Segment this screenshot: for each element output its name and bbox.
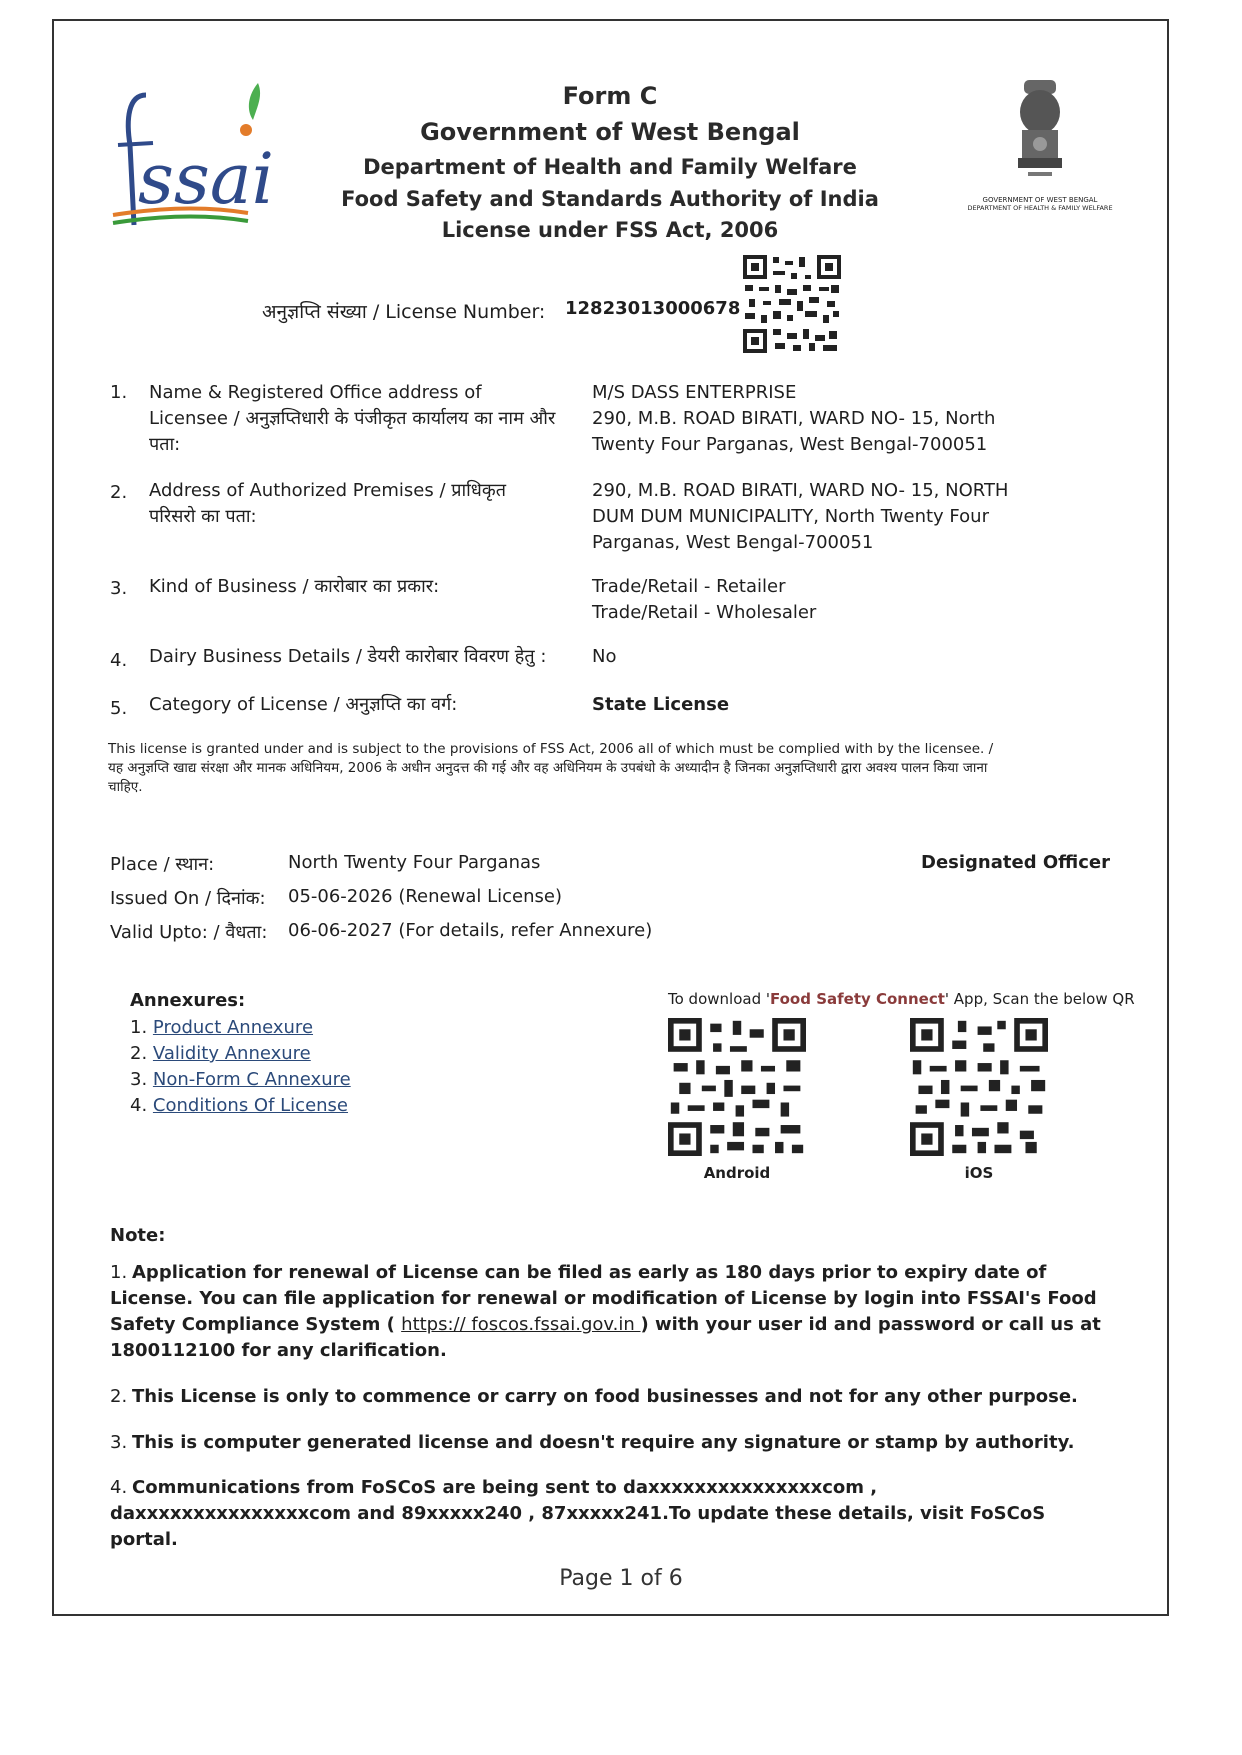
note-text: This License is only to commence or carry on food businesses and not for any other purpose.	[132, 1386, 1078, 1407]
field-number: 2.	[110, 482, 128, 503]
page-number: Page 1 of 6	[559, 1566, 683, 1591]
field-value-business: Trade/Retail - Retailer Trade/Retail - Wholesaler	[592, 576, 817, 623]
foscos-link[interactable]: https:// foscos.fssai.gov.in	[401, 1314, 641, 1335]
product-annexure-link[interactable]: Product Annexure	[152, 1017, 314, 1038]
fssai-logo	[108, 75, 278, 240]
note-text: Application for renewal of License can be filed as early as 180 days prior to expiry date of License. You can file application for renewal or modification of License by login into FSSAI's Food Safety Compliance System (	[110, 1262, 1097, 1335]
authority-title: Food Safety and Standards Authority of India	[341, 187, 879, 211]
government-title: Government of West Bengal	[420, 118, 800, 146]
place-label: Place / स्थान:	[110, 854, 215, 875]
download-suffix: ' App, Scan the below QR	[944, 990, 1135, 1008]
license-number-label: अनुज्ञप्ति संख्या / License Number:	[262, 301, 546, 323]
field-label-category: Category of License / अनुज्ञप्ति का वर्ग:	[149, 694, 458, 715]
annexure-item	[130, 1095, 348, 1116]
valid-label: Valid Upto: / वैधता:	[110, 922, 268, 943]
field-label-name: Name & Registered Office address of Licensee / अनुज्ञप्तिधारी के पंजीकृत कार्यालय का नाम और पता:	[149, 382, 556, 455]
note-item	[110, 1475, 1112, 1553]
non-form-c-annexure-link[interactable]: Non-Form C Annexure	[152, 1069, 351, 1090]
note-title: Note:	[110, 1225, 166, 1246]
field-value-dairy: No	[592, 646, 617, 667]
annexure-item	[130, 1043, 311, 1064]
field-label-premises: Address of Authorized Premises / प्राधिकृत परिसरो का पता:	[149, 480, 506, 527]
state-emblem	[940, 72, 1140, 242]
emblem-icon	[940, 72, 1140, 192]
ios-qr-code[interactable]	[910, 1018, 1048, 1156]
place-value: North Twenty Four Parganas	[288, 852, 541, 873]
annexure-num: 3.	[130, 1069, 148, 1090]
issued-label: Issued On / दिनांक:	[110, 888, 266, 909]
android-qr-code[interactable]	[668, 1018, 806, 1156]
designated-officer: Designated Officer	[921, 852, 1110, 873]
form-title: Form C	[562, 82, 658, 110]
note-item	[110, 1430, 1112, 1456]
note-num: 4.	[110, 1477, 128, 1498]
field-number: 1.	[110, 382, 128, 403]
field-number: 3.	[110, 578, 128, 599]
document-border	[52, 19, 1169, 1616]
valid-value: 06-06-2027 (For details, refer Annexure)	[288, 920, 653, 941]
field-label-business: Kind of Business / कारोबार का प्रकार:	[149, 576, 440, 597]
annexure-num: 4.	[130, 1095, 148, 1116]
note-text: ) with your user id and password or call us at 1800112100 for any clarification.	[110, 1314, 1101, 1361]
license-number: 12823013000678	[565, 298, 741, 319]
field-value-premises: 290, M.B. ROAD BIRATI, WARD NO- 15, NORTH DUM DUM MUNICIPALITY, North Twenty Four Parganas, West Bengal-700051	[592, 480, 1009, 553]
field-value-name: M/S DASS ENTERPRISE 290, M.B. ROAD BIRATI, WARD NO- 15, North Twenty Four Parganas, West Bengal-700051	[592, 382, 996, 455]
note-num: 2.	[110, 1386, 128, 1407]
svg-text:ssai: ssai	[138, 138, 274, 220]
annexure-item	[130, 1069, 351, 1090]
validity-annexure-link[interactable]: Validity Annexure	[152, 1043, 311, 1064]
annexure-item	[130, 1017, 313, 1038]
note-text: This is computer generated license and doesn't require any signature or stamp by authority.	[132, 1432, 1075, 1453]
note-item	[110, 1260, 1112, 1364]
department-title: Department of Health and Family Welfare	[363, 155, 857, 179]
issued-value: 05-06-2026 (Renewal License)	[288, 886, 562, 907]
download-prefix: To download '	[668, 990, 770, 1008]
annexure-num: 1.	[130, 1017, 148, 1038]
emblem-line1: GOVERNMENT OF WEST BENGAL	[982, 196, 1098, 204]
app-name: Food Safety Connect	[769, 990, 945, 1008]
annexure-num: 2.	[130, 1043, 148, 1064]
app-download-text	[668, 990, 1135, 1008]
field-label-dairy: Dairy Business Details / डेयरी कारोबार विवरण हेतु :	[149, 646, 547, 667]
annexures-title: Annexures:	[130, 990, 246, 1011]
field-number: 4.	[110, 650, 128, 671]
license-qr-code	[743, 255, 841, 353]
emblem-line2: DEPARTMENT OF HEALTH & FAMILY WELFARE	[967, 204, 1113, 212]
note-text: Communications from FoSCoS are being sent to daxxxxxxxxxxxxxxxcom , daxxxxxxxxxxxxxxxcom and 89xxxxx240 , 87xxxxx241.To update these details, visit FoSCoS portal.	[110, 1477, 1046, 1550]
license-disclaimer: This license is granted under and is subject to the provisions of FSS Act, 2006 all of which must be complied with by the licensee. / यह अनुज्ञप्ति खाद्य संरक्षा और मानक अधिनियम, 2006 के अधीन अनुदत्त की गई और वह अधिनियम के उपबंधो के अध्यादीन है जिनका अनुज्ञप्तिधारी द्वारा अवश्य पालन किया जाना चाहिए.	[108, 741, 994, 795]
note-num: 1.	[110, 1262, 128, 1283]
conditions-of-license-link[interactable]: Conditions Of License	[152, 1095, 349, 1116]
field-value-category: State License	[592, 694, 730, 715]
field-number: 5.	[110, 698, 128, 719]
note-num: 3.	[110, 1432, 128, 1453]
android-label: Android	[703, 1164, 771, 1182]
note-item	[110, 1384, 1112, 1410]
ios-label: iOS	[964, 1164, 994, 1182]
act-title: License under FSS Act, 2006	[441, 218, 779, 242]
